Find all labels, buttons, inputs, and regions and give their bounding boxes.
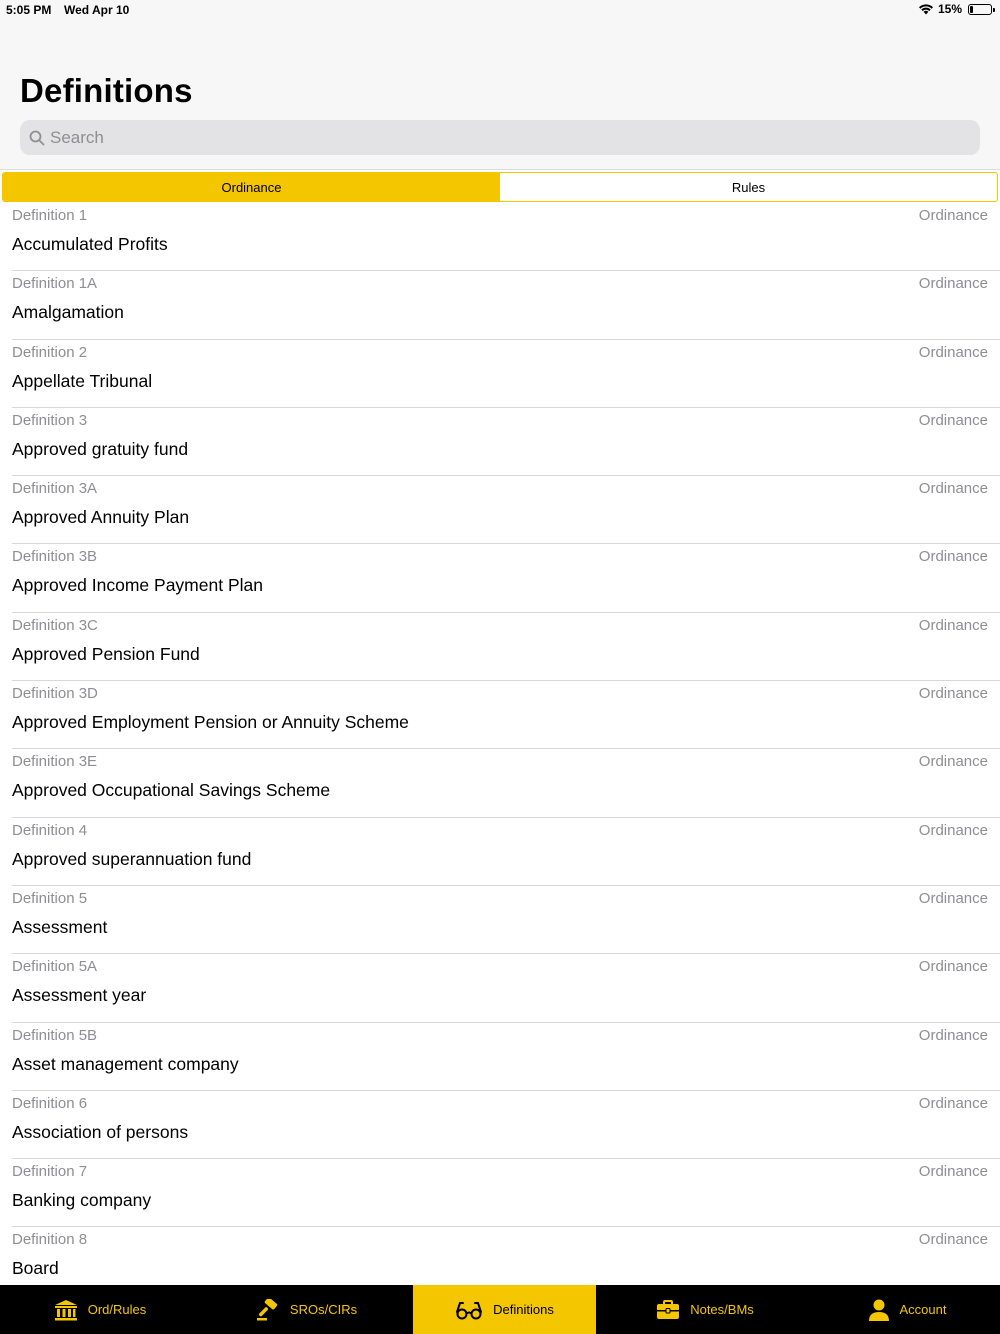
tab-account[interactable] — [814, 1285, 1000, 1334]
glasses-icon — [455, 1300, 483, 1320]
definition-number: Definition 6 — [12, 1094, 88, 1112]
navigation-header — [0, 0, 1000, 170]
definition-row[interactable] — [12, 818, 1000, 886]
definition-row[interactable] — [12, 476, 1000, 544]
definition-title: Association of persons — [12, 1121, 189, 1142]
definition-source: Ordinance — [918, 1094, 988, 1112]
tab-label: Account — [899, 1302, 947, 1317]
definition-source: Ordinance — [918, 616, 988, 634]
battery-icon — [968, 4, 992, 15]
definition-title: Approved superannuation fund — [12, 848, 252, 869]
tab-ord-rules[interactable] — [0, 1285, 200, 1334]
briefcase-icon — [656, 1300, 680, 1320]
definition-title: Approved Income Payment Plan — [12, 575, 263, 596]
definition-title: Assessment — [12, 916, 108, 937]
definition-title: Approved Pension Fund — [12, 643, 200, 664]
definition-source: Ordinance — [918, 889, 988, 907]
definition-number: Definition 1 — [12, 207, 88, 224]
definition-source: Ordinance — [918, 480, 988, 498]
definition-row[interactable] — [12, 613, 1000, 681]
definition-row[interactable] — [12, 1159, 1000, 1227]
definition-number: Definition 8 — [12, 1231, 88, 1249]
segment-ordinance[interactable]: Ordinance — [3, 173, 500, 201]
tab-notes-bms[interactable] — [596, 1285, 814, 1334]
page-title: Definitions — [20, 72, 193, 109]
definition-number: Definition 2 — [12, 343, 88, 361]
definition-source: Ordinance — [918, 821, 988, 839]
tab-label: Ord/Rules — [87, 1302, 147, 1317]
definition-title: Approved Occupational Savings Scheme — [12, 780, 331, 801]
definition-title: Asset management company — [12, 1053, 239, 1074]
definition-number: Definition 5B — [12, 1026, 98, 1044]
definition-row[interactable] — [12, 954, 1000, 1022]
definition-number: Definition 4 — [12, 821, 88, 839]
definition-source: Ordinance — [918, 1026, 988, 1044]
bank-icon — [54, 1299, 78, 1321]
tab-sros-cirs[interactable] — [200, 1285, 413, 1334]
definition-number: Definition 1A — [12, 275, 98, 293]
definition-title: Accumulated Profits — [12, 234, 168, 254]
definition-row[interactable] — [12, 1023, 1000, 1091]
tab-bar — [0, 1285, 1000, 1334]
definitions-list — [0, 203, 1000, 1285]
definition-number: Definition 3 — [12, 411, 88, 429]
search-input[interactable] — [50, 128, 950, 148]
definition-title: Approved gratuity fund — [12, 438, 189, 459]
definition-number: Definition 3B — [12, 548, 98, 566]
segment-rules[interactable]: Rules — [731, 179, 766, 195]
definition-source: Ordinance — [918, 207, 988, 224]
definition-number: Definition 3D — [12, 685, 98, 703]
status-time: 5:05 PM — [6, 3, 52, 17]
definition-row[interactable] — [12, 1227, 1000, 1285]
definition-title: Amalgamation — [12, 302, 124, 323]
definition-title: Banking company — [12, 1190, 152, 1211]
definition-title: Approved Annuity Plan — [12, 507, 190, 528]
search-icon — [28, 129, 46, 147]
definition-number: Definition 3E — [12, 753, 98, 771]
definition-source: Ordinance — [918, 1163, 988, 1181]
gavel-icon — [256, 1299, 280, 1321]
definition-number: Definition 3A — [12, 480, 98, 498]
definition-row[interactable] — [12, 1091, 1000, 1159]
definition-title: Assessment year — [12, 985, 147, 1006]
person-icon — [868, 1299, 890, 1321]
definition-source: Ordinance — [918, 958, 988, 976]
definition-source: Ordinance — [918, 343, 988, 361]
definition-title: Appellate Tribunal — [12, 370, 153, 391]
definition-row[interactable] — [12, 886, 1000, 954]
definition-source: Ordinance — [918, 753, 988, 771]
definition-row[interactable] — [12, 544, 1000, 612]
status-date: Wed Apr 10 — [64, 3, 130, 17]
definition-number: Definition 7 — [12, 1163, 88, 1181]
definition-number: Definition 3C — [12, 616, 98, 634]
definition-source: Ordinance — [918, 685, 988, 703]
status-bar — [0, 0, 1000, 22]
definition-row[interactable] — [12, 203, 1000, 271]
definition-source: Ordinance — [918, 411, 988, 429]
tab-label: Definitions — [493, 1302, 554, 1317]
source-segmented-control — [2, 172, 998, 202]
definition-title: Board — [12, 1258, 59, 1279]
tab-definitions[interactable] — [413, 1285, 596, 1334]
definition-row[interactable] — [12, 681, 1000, 749]
tab-label: SROs/CIRs — [289, 1302, 358, 1317]
search-bar[interactable] — [20, 120, 980, 155]
status-indicators — [918, 2, 992, 16]
definition-source: Ordinance — [918, 275, 988, 293]
battery-percent: 15% — [937, 2, 962, 16]
definition-source: Ordinance — [918, 1231, 988, 1249]
tab-label: Notes/BMs — [690, 1302, 754, 1317]
definition-source: Ordinance — [918, 548, 988, 566]
definition-number: Definition 5A — [12, 958, 98, 976]
definition-row[interactable] — [12, 271, 1000, 339]
battery-level — [970, 6, 973, 13]
wifi-icon — [918, 3, 934, 15]
definition-row[interactable] — [12, 408, 1000, 476]
definition-row[interactable] — [12, 749, 1000, 817]
definition-title: Approved Employment Pension or Annuity Scheme — [12, 712, 409, 733]
definition-row[interactable] — [12, 340, 1000, 408]
definition-number: Definition 5 — [12, 889, 88, 907]
